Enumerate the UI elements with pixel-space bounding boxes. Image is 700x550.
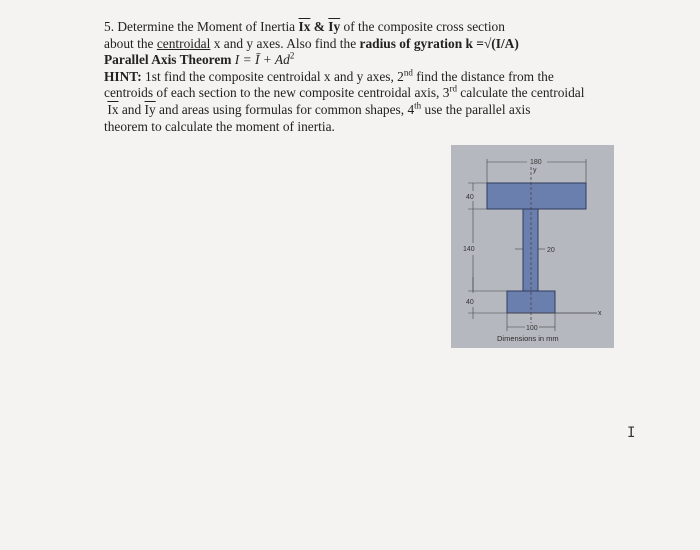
- theorem-formula: I = Ī + Ad: [234, 52, 290, 68]
- i-beam-figure: [451, 145, 614, 348]
- radius-of-gyration: radius of gyration k =√(I/A): [359, 35, 519, 51]
- hint-line-2: [104, 85, 644, 102]
- ix-symbol: $\overline{Ix}$: [107, 101, 119, 117]
- figure-caption: Dimensions in mm: [497, 334, 559, 343]
- hint-line-3: [104, 102, 644, 119]
- top-flange: [487, 183, 586, 209]
- hint-line: [104, 69, 644, 86]
- ordinal-suffix: th: [414, 100, 422, 111]
- iy-symbol: $\overline{Iy}$: [328, 19, 341, 34]
- problem-statement-end: of the composite cross section: [340, 19, 505, 34]
- i-beam-diagram: [451, 145, 614, 348]
- hint-line-4: [104, 119, 644, 136]
- text-cursor-icon: I: [627, 425, 636, 441]
- text-fragment: calculate the centroidal: [456, 85, 585, 101]
- text-fragment: x and y axes. Also find the: [210, 35, 360, 51]
- dim-top-label: 180: [530, 159, 542, 166]
- problem-statement: 5. Determine the Moment of Inertia: [104, 19, 299, 34]
- text-fragment: and: [118, 101, 145, 117]
- x-axis-label: x: [598, 310, 602, 317]
- hint-label: HINT:: [104, 68, 142, 84]
- problem-line-1: [104, 19, 644, 36]
- dim-top-flange-label: 40: [466, 194, 474, 201]
- dim-web-thickness-label: 20: [547, 247, 555, 254]
- text-fragment: centroids of each section to the new composite centroidal axis, 3: [104, 85, 450, 101]
- problem-text: [104, 19, 644, 135]
- text-fragment: find the distance from the: [412, 68, 554, 84]
- theorem-exponent: 2: [289, 50, 295, 61]
- ordinal-suffix: nd: [403, 67, 413, 78]
- theorem-line: [104, 52, 644, 69]
- dim-bottom-flange-label: 40: [466, 299, 474, 306]
- text-fragment: theorem to calculate the moment of inertia.: [104, 118, 335, 134]
- text-fragment: 1st find the composite centroidal x and y axes, 2: [141, 68, 404, 84]
- dim-bottom-label: 100: [526, 325, 538, 332]
- ordinal-suffix: rd: [449, 83, 457, 94]
- iy-symbol: $\overline{Iy}$: [144, 101, 156, 117]
- text-fragment: and areas using formulas for common shapes, 4: [155, 101, 415, 117]
- text-fragment: use the parallel axis: [421, 101, 531, 117]
- ix-symbol: $\overline{Ix}$: [298, 19, 311, 34]
- dim-web-height-label: 140: [463, 246, 475, 253]
- and-symbol: &: [310, 19, 329, 34]
- y-axis-label: y: [533, 167, 537, 174]
- web: [523, 209, 538, 291]
- theorem-label: Parallel Axis Theorem: [104, 52, 235, 68]
- text-fragment: about the: [104, 35, 157, 51]
- centroidal-word: centroidal: [156, 35, 211, 51]
- problem-line-2: [104, 36, 644, 53]
